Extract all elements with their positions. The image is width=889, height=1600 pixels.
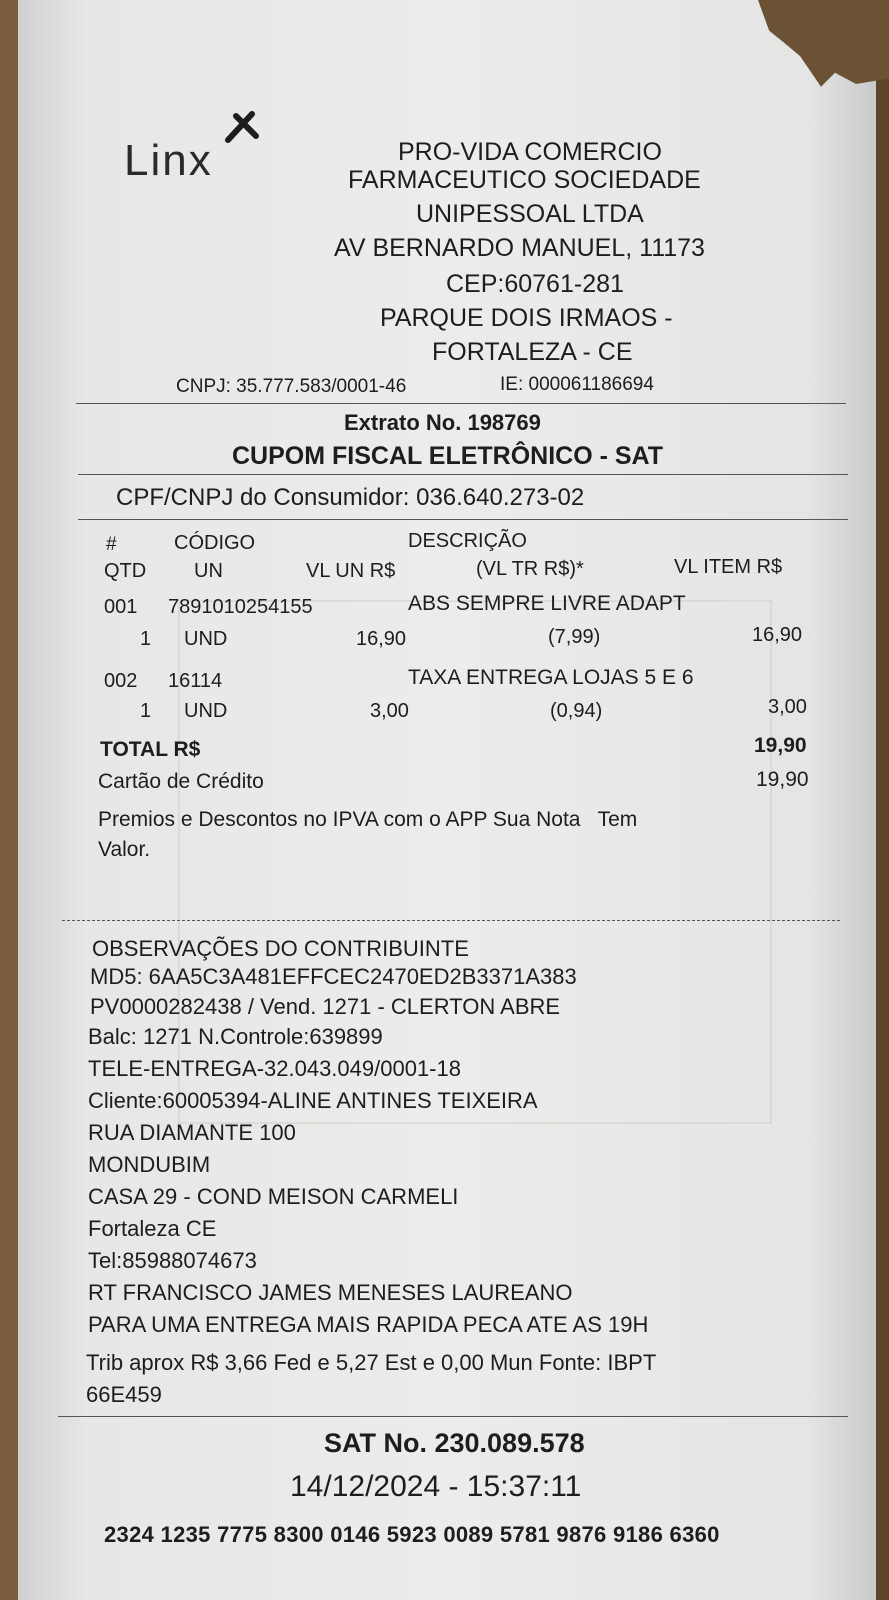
item-2-tax: (0,94) [550,700,603,722]
linx-logo-mark-icon [222,106,272,146]
obs-telefone: Tel:85988074673 [88,1248,257,1273]
store-line-7: FORTALEZA - CE [432,338,633,366]
col-header-vl-tr: (VL TR R$)* [476,558,584,580]
obs-rt: RT FRANCISCO JAMES MENESES LAUREANO [88,1280,573,1305]
linx-logo: Linx [124,136,213,185]
wood-edge-right [876,0,889,1600]
item-1-unit-price: 16,90 [356,628,407,650]
col-header-un: UN [194,560,223,582]
col-header-codigo: CÓDIGO [174,532,256,554]
extrato-number: Extrato No. 198769 [344,410,541,435]
item-2-unit-price: 3,00 [370,700,409,722]
obs-bairro: MONDUBIM [88,1152,211,1177]
obs-rua: RUA DIAMANTE 100 [88,1120,296,1145]
total-label: TOTAL R$ [100,738,201,761]
cupom-title: CUPOM FISCAL ELETRÔNICO - SAT [232,442,664,470]
obs-entrega-msg: PARA UMA ENTREGA MAIS RAPIDA PECA ATE AS 19H [88,1312,649,1337]
col-header-num: # [106,534,117,555]
item-2-qty: 1 [140,700,152,722]
item-1-desc: ABS SEMPRE LIVRE ADAPT [408,592,686,615]
item-2-unit: UND [184,700,228,722]
payment-label: Cartão de Crédito [98,770,264,793]
torn-corner [758,0,889,140]
obs-complemento: CASA 29 - COND MEISON CARMELI [88,1184,459,1209]
divider [78,519,848,520]
obs-cliente: Cliente:60005394-ALINE ANTINES TEIXEIRA [88,1088,538,1113]
store-line-5: CEP:60761-281 [446,270,624,298]
promo-line-2: Valor. [98,838,151,861]
emission-datetime: 14/12/2024 - 15:37:11 [290,1470,582,1503]
store-cnpj: CNPJ: 35.777.583/0001-46 [176,376,407,397]
dashed-divider [62,920,840,921]
item-1-unit: UND [184,628,228,650]
obs-tele-entrega: TELE-ENTREGA-32.043.049/0001-18 [88,1056,461,1081]
item-1-tax: (7,99) [548,626,601,648]
divider [58,1416,848,1417]
access-key: 2324 1235 7775 8300 0146 5923 0089 5781 9876 9186 6360 [104,1522,720,1547]
store-line-3: UNIPESSOAL LTDA [416,200,644,228]
obs-balc: Balc: 1271 N.Controle:639899 [88,1024,383,1049]
item-1-code: 7891010254155 [168,596,313,618]
col-header-qtd: QTD [104,560,147,582]
store-line-4: AV BERNARDO MANUEL, 11173 [334,234,705,262]
store-ie: IE: 000061186694 [500,374,654,395]
obs-trib: Trib aprox R$ 3,66 Fed e 5,27 Est e 0,00 Mun Fonte: IBPT [86,1350,657,1375]
item-2-code: 16114 [168,670,223,692]
item-2-desc: TAXA ENTREGA LOJAS 5 E 6 [408,666,694,689]
receipt-paper [18,0,876,1600]
store-line-2: FARMACEUTICO SOCIEDADE [348,166,701,194]
col-header-vl-item: VL ITEM R$ [674,556,783,578]
divider [76,403,846,404]
total-value: 19,90 [754,734,807,757]
obs-title: OBSERVAÇÕES DO CONTRIBUINTE [92,936,469,961]
col-header-vl-un: VL UN R$ [306,560,396,582]
sat-number: SAT No. 230.089.578 [324,1428,585,1458]
wood-edge-left [0,0,18,1600]
item-1-total: 16,90 [752,624,803,646]
store-line-1: PRO-VIDA COMERCIO [398,138,662,166]
divider [78,474,848,475]
item-2-num: 002 [104,670,138,692]
obs-code: 66E459 [86,1382,162,1407]
item-1-num: 001 [104,596,138,618]
obs-md5: MD5: 6AA5C3A481EFFCEC2470ED2B3371A383 [90,964,577,989]
item-1-qty: 1 [140,628,152,650]
consumer-id: CPF/CNPJ do Consumidor: 036.640.273-02 [116,484,585,511]
store-line-6: PARQUE DOIS IRMAOS - [380,304,673,332]
col-header-descricao: DESCRIÇÃO [408,530,527,552]
item-2-total: 3,00 [768,696,807,718]
payment-value: 19,90 [756,768,809,791]
obs-pv: PV0000282438 / Vend. 1271 - CLERTON ABRE [90,994,561,1019]
obs-cidade: Fortaleza CE [88,1216,217,1241]
promo-line-1: Premios e Descontos no IPVA com o APP Sua Nota Tem [98,808,638,831]
